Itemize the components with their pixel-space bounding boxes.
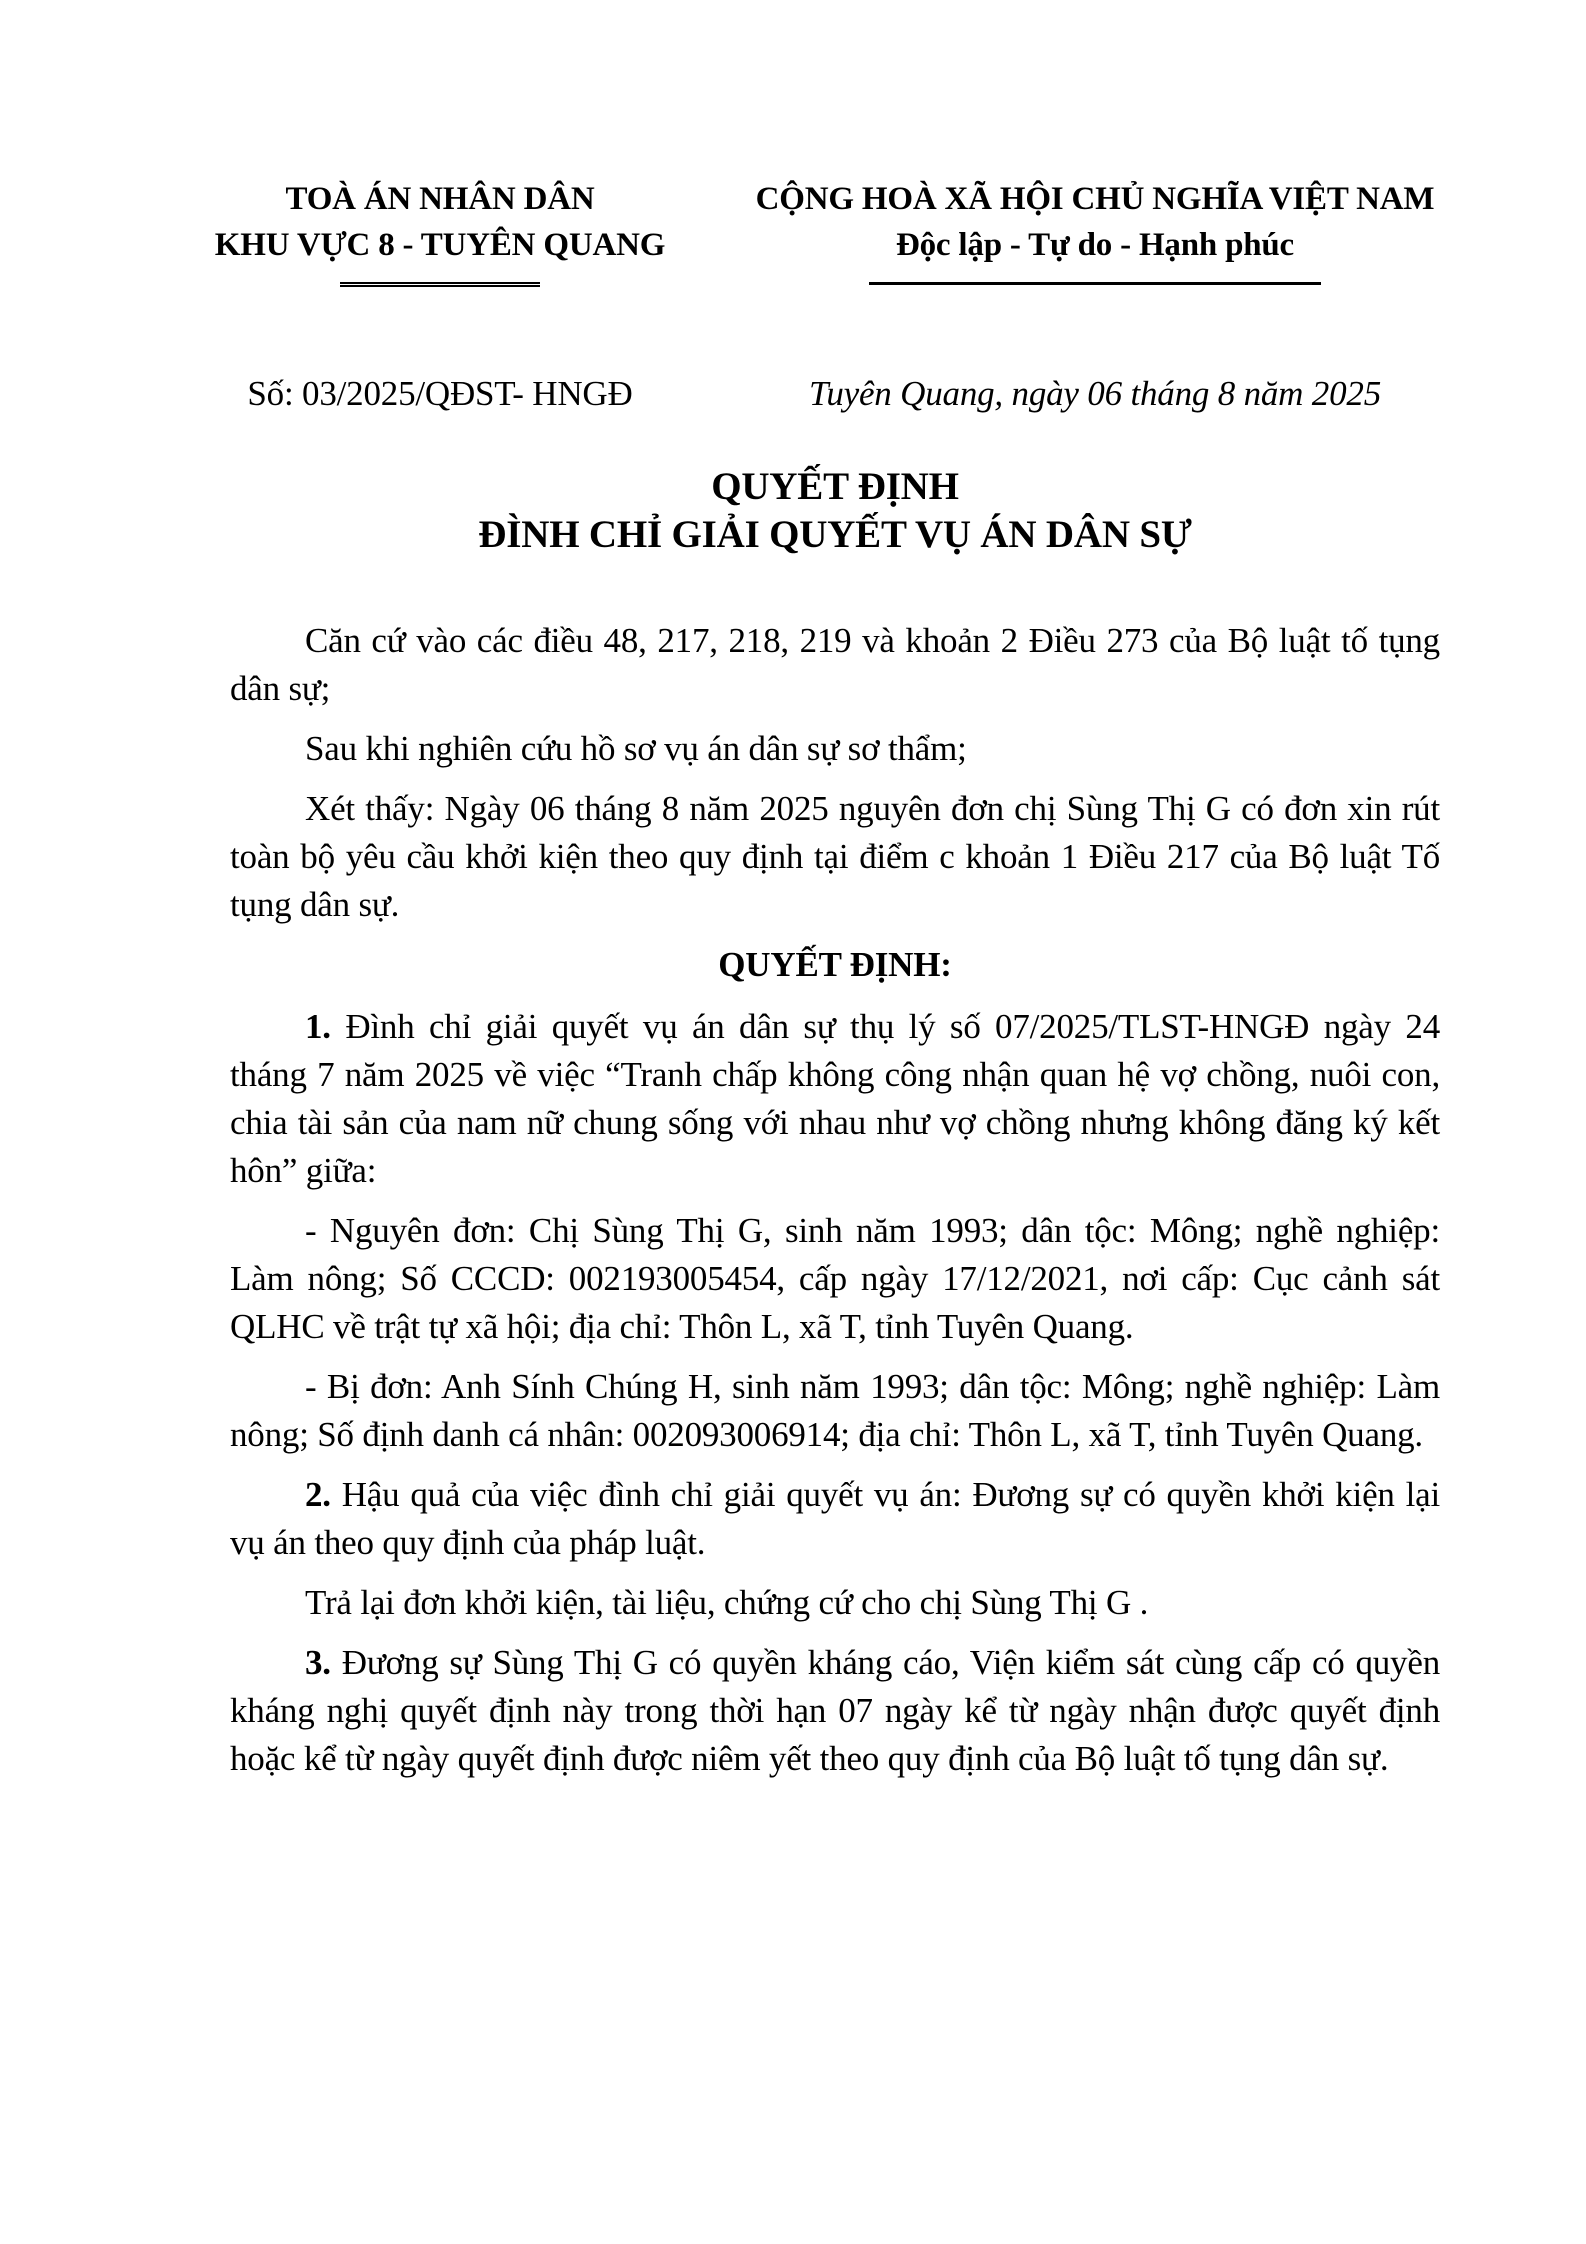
court-name-line1: TOÀ ÁN NHÂN DÂN [285,181,595,217]
document-title-block [230,463,1440,559]
document-meta-row [140,371,1450,417]
motto-line: Độc lập - Tự do - Hạnh phúc [896,227,1294,263]
decision-section-heading: QUYẾT ĐỊNH: [718,945,952,984]
document-body [230,617,1440,1783]
document-number: Số: 03/2025/QĐST- HNGĐ [247,374,633,413]
court-underline-rule [340,282,540,287]
return-petition-paragraph: Trả lại đơn khởi kiện, tài liệu, chứng cứ cho chị Sùng Thị G . [305,1583,1149,1622]
article-1-text: Đình chỉ giải quyết vụ án dân sự thụ lý số 07/2025/TLST-HNGĐ ngày 24 tháng 7 năm 2025 về việc “Tranh chấp không công nhận quan hệ vợ chồng, nuôi con, chia tài sản của nam nữ chung sống với nhau như vợ chồng nhưng không đăng ký kết hôn” giữa: [230,1007,1440,1190]
preamble-case-review: Sau khi nghiên cứu hồ sơ vụ án dân sự sơ thẩm; [305,729,967,768]
national-motto-block [740,176,1450,287]
article-2 [230,1471,1440,1567]
article-3-number: 3. [305,1643,331,1682]
article-1 [230,1003,1440,1195]
court-name-line2: KHU VỰC 8 - TUYÊN QUANG [214,227,666,263]
defendant-paragraph: - Bị đơn: Anh Sính Chúng H, sinh năm 1993; dân tộc: Mông; nghề nghiệp: Làm nông; Số định danh cá nhân: 002093006914; địa chỉ: Thôn L, xã T, tỉnh Tuyên Quang. [230,1367,1440,1454]
document-title-line1: QUYẾT ĐỊNH [711,465,959,508]
motto-underline-rule [869,282,1321,285]
article-2-text: Hậu quả của việc đình chỉ giải quyết vụ án: Đương sự có quyền khởi kiện lại vụ án theo quy định của pháp luật. [230,1475,1440,1562]
document-title-line2: ĐÌNH CHỈ GIẢI QUYẾT VỤ ÁN DÂN SỰ [478,513,1192,556]
article-3 [230,1639,1440,1783]
republic-name-line: CỘNG HOÀ XÃ HỘI CHỦ NGHĨA VIỆT NAM [755,181,1435,217]
preamble-findings: Xét thấy: Ngày 06 tháng 8 năm 2025 nguyên đơn chị Sùng Thị G có đơn xin rút toàn bộ yêu cầu khởi kiện theo quy định tại điểm c khoản 1 Điều 217 của Bộ luật Tố tụng dân sự. [230,789,1440,924]
article-1-number: 1. [305,1007,331,1046]
article-3-text: Đương sự Sùng Thị G có quyền kháng cáo, Viện kiểm sát cùng cấp có quyền kháng nghị quyết định này trong thời hạn 07 ngày kể từ ngày nhận được quyết định hoặc kể từ ngày quyết định được niêm yết theo quy định của Bộ luật tố tụng dân sự. [230,1643,1440,1778]
plaintiff-paragraph: - Nguyên đơn: Chị Sùng Thị G, sinh năm 1993; dân tộc: Mông; nghề nghiệp: Làm nông; Số CCCD: 002193005454, cấp ngày 17/12/2021, nơi cấp: Cục cảnh sát QLHC về trật tự xã hội; địa chỉ: Thôn L, xã T, tỉnh Tuyên Quang. [230,1211,1440,1346]
document-header [140,176,1450,287]
preamble-legal-basis: Căn cứ vào các điều 48, 217, 218, 219 và khoản 2 Điều 273 của Bộ luật tố tụng dân sự; [230,621,1440,708]
article-2-number: 2. [305,1475,331,1514]
issuing-court-block [140,176,740,287]
place-and-date: Tuyên Quang, ngày 06 tháng 8 năm 2025 [808,374,1381,413]
